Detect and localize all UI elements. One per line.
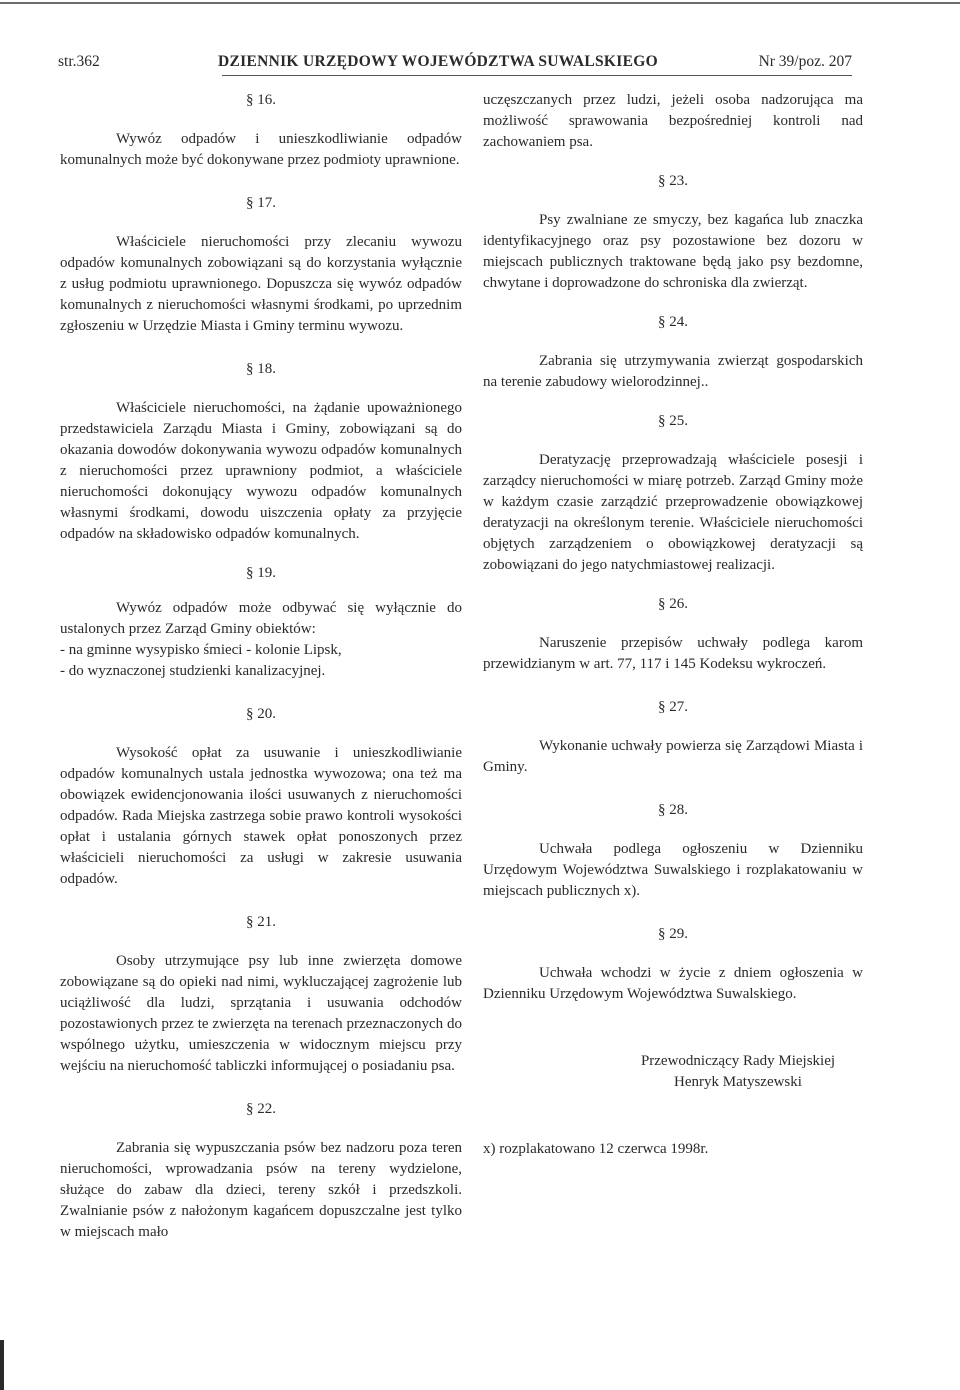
section-19-text: Wywóz odpadów może odbywać się wyłącznie do ustalonych przez Zarząd Gminy obiektów:	[60, 600, 462, 637]
section-18-text: Właściciele nieruchomości, na żądanie upoważnionego przedstawiciela Zarządu Miasta i Gminy, zobowiązani są do okazania dowodów dokonywania wywozu odpadów komunalnych z nieruchomości przez uprawniony podmiot, a właściciele nieruchomości dokonujący wywozu odpadów komunalnych własnymi środkami, dowodu uiszczenia opłaty za przyjęcie odpadów na składowisko odpadów komunalnych.	[60, 400, 462, 542]
signature-title: Przewodniczący Rady Miejskiej	[640, 1053, 836, 1069]
section-18-heading: § 18.	[246, 361, 276, 377]
header-rule	[222, 75, 852, 76]
section-22-text: Zabrania się wypuszczania psów bez nadzoru poza teren nieruchomości, wprowadzania psów na tereny wydzielone, służące do zabaw dla dzieci, tereny szkół i przedszkoli. Zwalnianie psów z nałożonym kagańcem dopuszczalne jest tylko w miejscach mało	[60, 1140, 462, 1240]
section-29-heading: § 29.	[658, 926, 688, 942]
section-27-heading: § 27.	[658, 699, 688, 715]
section-29-text: Uchwała wchodzi w życie z dniem ogłoszenia w Dzienniku Urzędowym Województwa Suwalskiego.	[483, 965, 863, 1002]
section-26-heading: § 26.	[658, 596, 688, 612]
section-20-heading: § 20.	[246, 706, 276, 722]
section-25-text: Deratyzację przeprowadzają właściciele posesji i zarządcy nieruchomości w miarę potrzeb. Zarząd Gminy może w każdym czasie zarządzić przeprowadzenie obowiązkowej deratyzacji na określonym terenie. Właściciele nieruchomości objętych zarządzeniem o obowiązkowej deratyzacji są zobowiązani do jego natychmiastowej realizacji.	[483, 452, 863, 573]
section-20-text: Wysokość opłat za usuwanie i unieszkodliwianie odpadów komunalnych ustala jednostka wywozowa; ona też ma obowiązek ewidencjonowania ilości usuwanych z nieruchomości odpadów. Rada Miejska zastrzega sobie prawo kontroli wysokości opłat i ustalania górnych stawek opłat ponoszonych przez właścicieli nieruchomości za usługi w zakresie usuwania odpadów.	[60, 745, 462, 887]
section-28-heading: § 28.	[658, 802, 688, 818]
section-21-text: Osoby utrzymujące psy lub inne zwierzęta domowe zobowiązane są do opieki nad nimi, wykluczającej zagrożenie lub uciążliwość dla ludzi, sprzątania i usuwania odchodów pozostawionych przez te zwierzęta na terenach przeznaczonych do wspólnego użytku, umieszczenia w widocznym miejscu przy wejściu na nieruchomość tabliczki informującej o posiadaniu psa.	[60, 953, 462, 1074]
section-17-heading: § 17.	[246, 195, 276, 211]
page-header	[58, 53, 852, 77]
section-16-heading: § 16.	[246, 92, 276, 108]
section-16-text: Wywóz odpadów i unieszkodliwianie odpadów komunalnych może być dokonywane przez podmioty uprawnione.	[60, 131, 462, 168]
section-27-text: Wykonanie uchwały powierza się Zarządowi Miasta i Gminy.	[483, 738, 863, 775]
left-column	[60, 90, 462, 1243]
section-28-text: Uchwała podlega ogłoszeniu w Dzienniku Urzędowym Województwa Suwalskiego i rozplakatowaniu w miejscach publicznych x).	[483, 841, 863, 899]
section-21-heading: § 21.	[246, 914, 276, 930]
signature-name: Henryk Matyszewski	[674, 1074, 802, 1090]
section-26-text: Naruszenie przepisów uchwały podlega karom przewidzianym w art. 77, 117 i 145 Kodeksu wykroczeń.	[483, 635, 863, 672]
footnote: x) rozplakatowano 12 czerwca 1998r.	[483, 1141, 709, 1157]
section-24-text: Zabrania się utrzymywania zwierząt gospodarskich na terenie zabudowy wielorodzinnej..	[483, 353, 863, 390]
section-24-heading: § 24.	[658, 314, 688, 330]
section-19-item-2: - do wyznaczonej studzienki kanalizacyjnej.	[60, 663, 326, 679]
scan-top-border	[0, 2, 960, 4]
section-22-continuation: uczęszczanych przez ludzi, jeżeli osoba nadzorująca ma możliwość sprawowania bezpośredniej kontroli nad zachowaniem psa.	[483, 92, 863, 150]
section-23-heading: § 23.	[658, 173, 688, 189]
section-19-item-1: - na gminne wysypisko śmieci - kolonie Lipsk,	[60, 642, 342, 658]
issue-number: Nr 39/poz. 207	[758, 53, 852, 70]
section-19-heading: § 19.	[246, 565, 276, 581]
right-column	[483, 90, 863, 1160]
journal-title: DZIENNIK URZĘDOWY WOJEWÓDZTWA SUWALSKIEGO	[218, 53, 658, 70]
section-25-heading: § 25.	[658, 413, 688, 429]
section-23-text: Psy zwalniane ze smyczy, bez kagańca lub znaczka identyfikacyjnego oraz psy pozostawione bez dozoru w miejscach publicznych traktowane będą jako psy bezdomne, chwytane i doprowadzone do schroniska dla zwierząt.	[483, 212, 863, 291]
section-17-text: Właściciele nieruchomości przy zlecaniu wywozu odpadów komunalnych zobowiązani są do korzystania wyłącznie z usług podmiotu uprawnionego. Dopuszcza się wywóz odpadów komunalnych z nieruchomości własnymi środkami, po uprzednim zgłoszeniu w Urzędzie Miasta i Gminy terminu wywozu.	[60, 234, 462, 334]
page-number: str.362	[58, 53, 100, 70]
scan-left-edge	[0, 1340, 4, 1390]
section-22-heading: § 22.	[246, 1101, 276, 1117]
